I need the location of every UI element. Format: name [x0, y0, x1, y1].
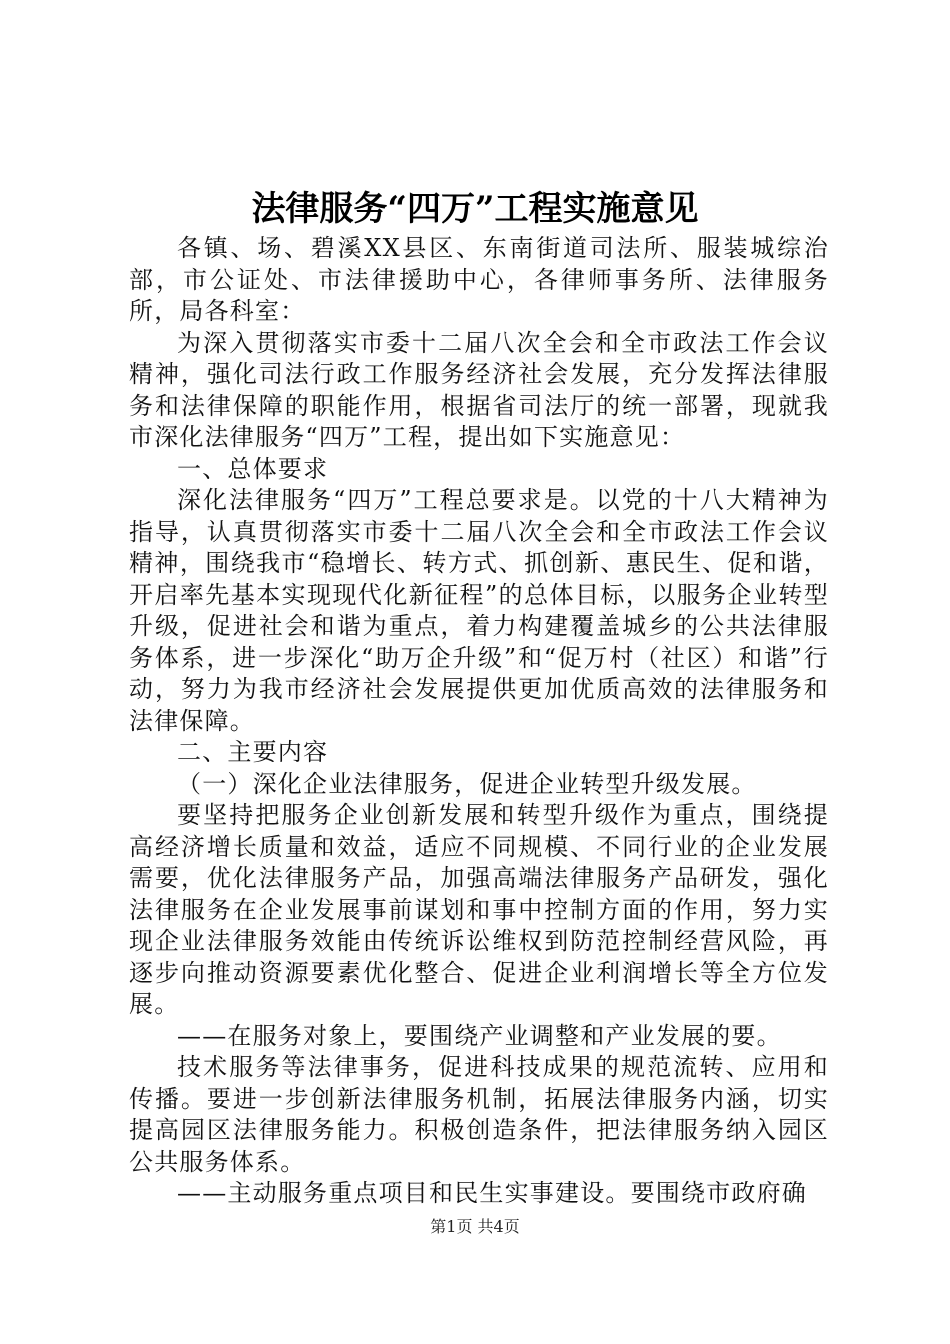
document-body: [129, 233, 829, 1210]
paragraph-technical-services: 技术服务等法律事务，促进科技成果的规范流转、应用和传播。要进一步创新法律服务机制，拓展法律服务内涵，切实提高园区法律服务能力。积极创造条件，把法律服务纳入园区公共服务体系。: [129, 1053, 829, 1176]
paragraph-service-targets: ——在服务对象上，要围绕产业调整和产业发展的要。: [177, 1021, 782, 1050]
paragraph-enterprise-services: 要坚持把服务企业创新发展和转型升级作为重点，围绕提高经济增长质量和效益，适应不同规模、不同行业的企业发展需要，优化法律服务产品，加强高端法律服务产品研发，强化法律服务在企业发展事前谋划和事中控制方面的作用，努力实现企业法律服务效能由传统诉讼维权到防范控制经营风险，再逐步向推动资源要素优化整合、促进企业利润增长等全方位发展。: [129, 801, 829, 1018]
heading-main-content: 二、主要内容: [177, 738, 329, 766]
page-footer: 第1页 共4页: [430, 1217, 520, 1236]
document-title: 法律服务“四万”工程实施意见: [251, 189, 699, 229]
paragraph-general-requirements: 深化法律服务“四万”工程总要求是。以党的十八大精神为指导，认真贯彻落实市委十二届八次全会和全市政法工作会议精神，围绕我市“稳增长、转方式、抓创新、惠民生、促和谐，开启率先基本实现现代化新征程”的总体目标，以服务企业转型升级，促进社会和谐为重点，着力构建覆盖城乡的公共法律服务体系，进一步深化“助万企升级”和“促万村（社区）和谐”行动，努力为我市经济社会发展提供更加优质高效的法律服务和法律保障。: [129, 486, 829, 735]
paragraph-key-projects: ——主动服务重点项目和民生实事建设。要围绕市政府确: [177, 1179, 807, 1207]
paragraph-intro: 为深入贯彻落实市委十二届八次全会和全市政法工作会议精神，强化司法行政工作服务经济社会发展，充分发挥法律服务和法律保障的职能作用，根据省司法厅的统一部署，现就我市深化法律服务“四万”工程，提出如下实施意见：: [129, 328, 829, 451]
subheading-enterprise-services: （一）深化企业法律服务，促进企业转型升级发展。: [177, 769, 757, 798]
paragraph-addressees: 各镇、场、碧溪XX县区、东南街道司法所、服装城综治部，市公证处、市法律援助中心，各律师事务所、法律服务所，局各科室：: [129, 234, 829, 325]
heading-general-requirements: 一、总体要求: [177, 454, 329, 483]
